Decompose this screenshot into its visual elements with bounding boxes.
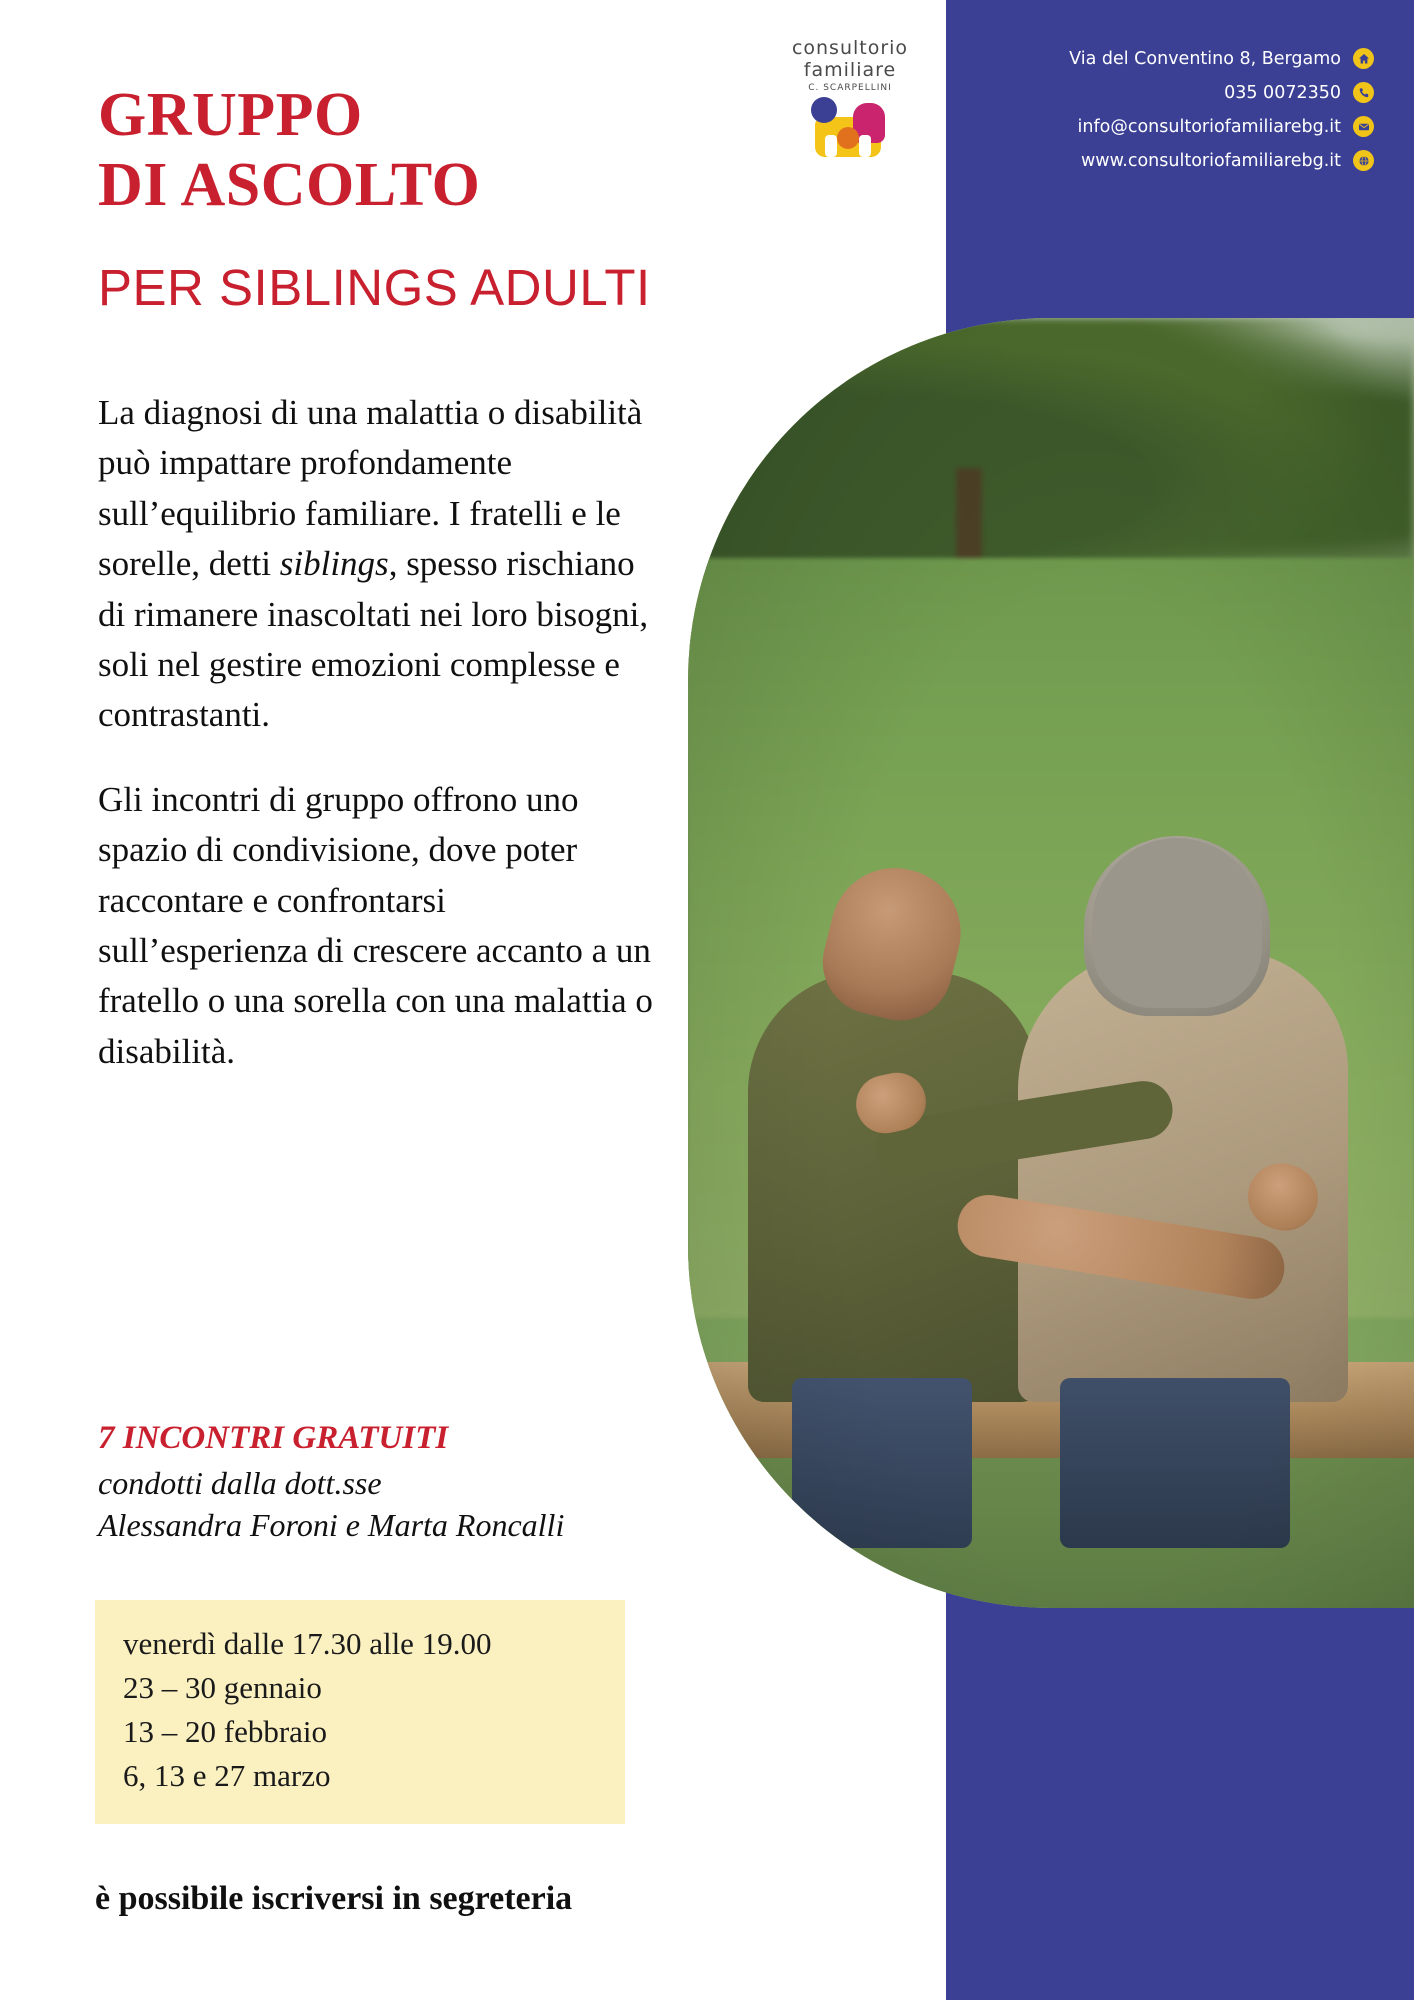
conductors-line-2: Alessandra Foroni e Marta Roncalli bbox=[98, 1506, 565, 1543]
photo-person-left-body bbox=[748, 972, 1038, 1402]
paragraph-1-part2: , spesso rischiano di rimanere inascoltati nei loro bisogni, soli nel gestire emozioni complesse e contrastanti. bbox=[98, 544, 649, 735]
page-title-line2: DI ASCOLTO bbox=[98, 151, 481, 220]
schedule-time: venerdì dalle 17.30 alle 19.00 bbox=[123, 1626, 492, 1661]
contact-website-text: www.consultoriofamiliarebg.it bbox=[1080, 150, 1341, 171]
schedule-date-3: 6, 13 e 27 marzo bbox=[123, 1758, 331, 1794]
registration-note: è possibile iscriversi in segreteria bbox=[95, 1880, 573, 1917]
logo-text-line3: C. SCARPELLINI bbox=[808, 82, 892, 93]
photo-person-left-jeans bbox=[792, 1378, 972, 1548]
schedule-box bbox=[95, 1600, 625, 1824]
body-copy bbox=[98, 388, 658, 1111]
page-title bbox=[98, 80, 480, 220]
organization-logo bbox=[760, 38, 940, 159]
meetings-block bbox=[98, 1420, 698, 1546]
photo-person-right-jeans bbox=[1060, 1378, 1290, 1548]
schedule-date-2: 13 – 20 febbraio bbox=[123, 1714, 328, 1750]
contact-address-text: Via del Conventino 8, Bergamo bbox=[1069, 48, 1341, 69]
phone-icon bbox=[1353, 82, 1374, 103]
contact-email[interactable] bbox=[1014, 116, 1374, 137]
paragraph-1-part1: La diagnosi di una malattia o disabilità può impattare profondamente sull’equilibrio familiare. I fratelli e le sorelle, detti bbox=[98, 393, 643, 584]
photo-person-right-head bbox=[1092, 838, 1262, 1008]
mail-icon bbox=[1353, 116, 1374, 137]
logo-mark-icon bbox=[807, 97, 893, 159]
conductors-line-1: condotti dalla dott.sse bbox=[98, 1465, 382, 1501]
contact-website[interactable] bbox=[1014, 150, 1374, 171]
contact-address bbox=[1014, 48, 1374, 69]
contact-phone[interactable] bbox=[1014, 82, 1374, 103]
logo-text-line1: consultorio bbox=[791, 37, 909, 59]
photo-container bbox=[688, 318, 1414, 1608]
paragraph-2: Gli incontri di gruppo offrono uno spazio di condivisione, dove poter raccontare e confrontarsi sull’esperienza di crescere accanto a un fratello o una sorella con una malattia o disabilità. bbox=[98, 779, 653, 1071]
home-icon bbox=[1353, 48, 1374, 69]
page-title-line1: GRUPPO bbox=[98, 81, 363, 149]
logo-text-line2: familiare bbox=[803, 58, 897, 81]
contact-phone-text: 035 0072350 bbox=[1224, 82, 1341, 103]
contact-list bbox=[1014, 48, 1374, 184]
paragraph-1-emphasis: siblings bbox=[279, 544, 389, 584]
globe-icon bbox=[1353, 150, 1374, 171]
contact-email-text: info@consultoriofamiliarebg.it bbox=[1077, 116, 1341, 137]
meetings-headline: 7 INCONTRI GRATUITI bbox=[98, 1420, 449, 1456]
schedule-date-1: 23 – 30 gennaio bbox=[123, 1670, 322, 1706]
paragraph-1 bbox=[98, 388, 658, 741]
page-subtitle: PER SIBLINGS ADULTI bbox=[98, 259, 651, 316]
siblings-photo bbox=[688, 318, 1414, 1608]
